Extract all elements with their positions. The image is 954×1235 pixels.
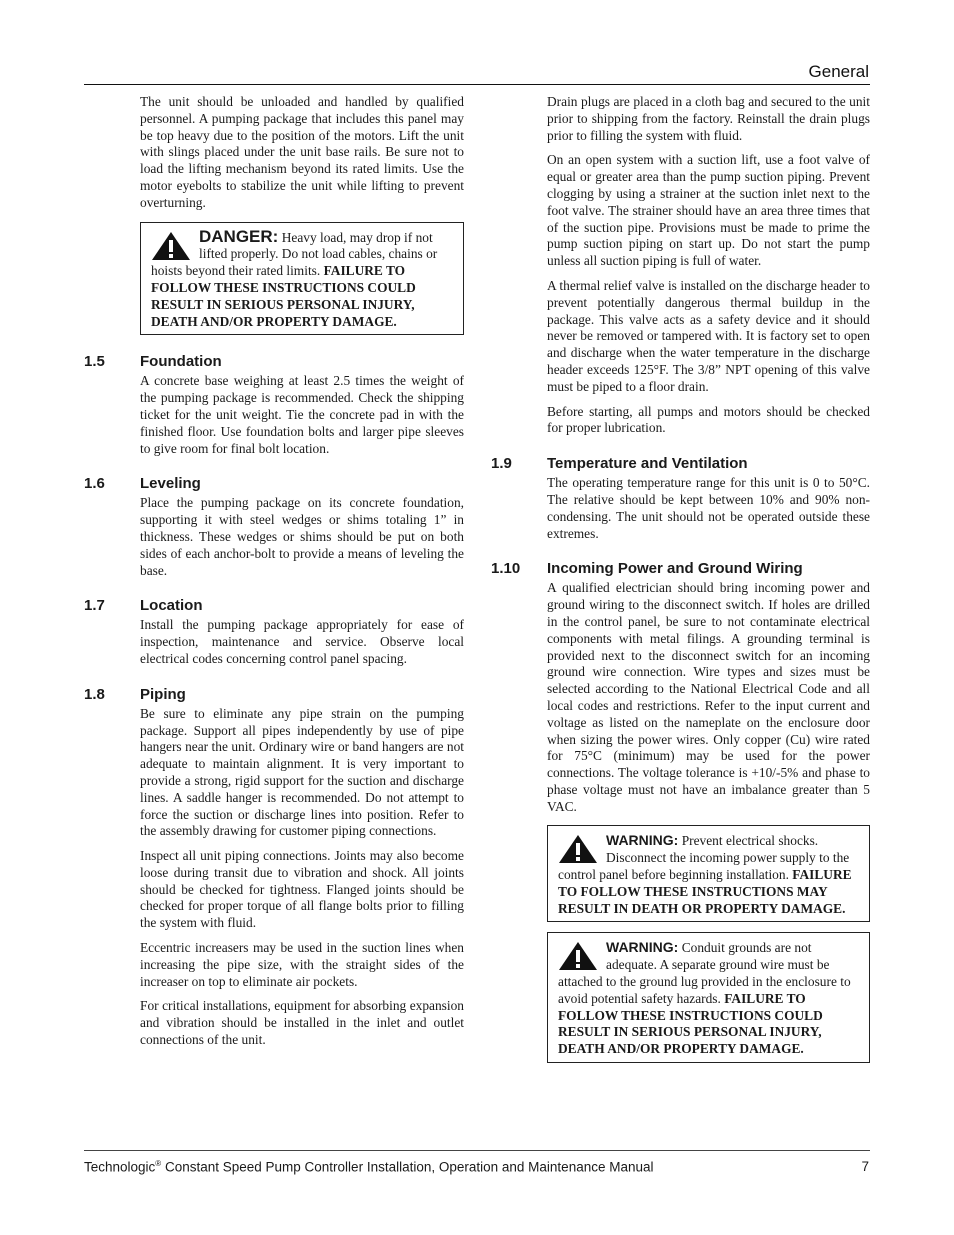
location-paragraph: Install the pumping package appropriately for ease of inspection, maintenance and service. Observe local electrical codes concerning control panel spacing. [140,617,464,666]
drain-plugs-paragraph: Drain plugs are placed in a cloth bag and secured to the unit prior to shipping from the factory. Reinstall the drain plugs prior to filling the system with fluid. [547,94,870,143]
section-title: Foundation [140,353,222,371]
section-title: Piping [140,685,186,703]
piping-paragraph-2: Inspect all unit piping connections. Joints may also become loose during transit due to vibration and shock. All joints should be checked for tightness. Flanged joints should be checked for proper torque of all flange bolts prior to filling the system with fluid. [140,848,464,931]
header-rule [84,84,870,85]
page-header-title: General [808,62,869,81]
right-column [491,94,870,1071]
section-heading-temperature [491,455,870,472]
section-title: Temperature and Ventilation [547,455,748,473]
warning-bold-text: FAILURE TO FOLLOW THESE INSTRUCTIONS MAY RESULT IN DEATH OR PROPERTY DAMAGE. [558,867,852,916]
danger-callout [140,222,464,336]
footer-rule [84,1150,870,1151]
section-number: 1.5 [84,353,105,371]
thermal-relief-paragraph: A thermal relief valve is installed on the discharge header to prevent potentially dangerous thermal buildup in the package. This valve acts as a safety device and it should never be removed or tampered with. It is factory set to open and discharge when the water temperature in the discharge header exceeds 125°F. The 3/8” NPT opening of this valve must be piped to a floor drain. [547,277,870,394]
warning-label: WARNING: [606,832,679,849]
piping-paragraph-4: For critical installations, equipment for absorbing expansion and vibration should be installed in the inlet and outlet connections of the unit. [140,998,464,1048]
warning-callout-ground [547,932,870,1063]
warning-text: Conduit grounds are not adequate. A separate ground wire must be attached to the ground lug provided in the enclosure to avoid potential safety hazards. [558,940,851,1006]
warning-label: WARNING: [606,939,679,956]
footer-manual-title [84,1159,654,1175]
section-heading-power-wiring [491,560,870,577]
section-heading-leveling [84,475,464,492]
leveling-paragraph: Place the pumping package on its concrete foundation, supporting it with steel wedges or shims totaling 1” in thickness. These wedges or shims should be put on both sides of each anchor-bolt to provide a means of leveling the base. [140,495,464,578]
page-number: 7 [861,1159,869,1174]
lubrication-paragraph: Before starting, all pumps and motors should be checked for proper lubrication. [547,403,870,436]
power-wiring-paragraph: A qualified electrician should bring incoming power and ground wiring to the disconnect switch. If holes are drilled in the control panel, be sure to not contaminate electrical components with metal filings. A grounding terminal is provided next to the disconnect switch for an incoming ground wire connection. Wire types and sizes must be selected according to the National Electrical Code and all local codes and restrictions. Refer to the input current and voltage as listed on the nameplate on the enclosure door when sizing the power wires. Only copper (Cu) wire rated for 75°C (minimum) may be used for the power connections. The voltage tolerance is +10/-5% and phase to phase voltage must not have an imbalance greater than 5 VAC. [547,580,870,814]
footer-title: Constant Speed Pump Controller Installation, Operation and Maintenance Manual [161,1159,654,1175]
section-title: Incoming Power and Ground Wiring [547,560,803,578]
temperature-paragraph: The operating temperature range for this unit is 0 to 50°C. The relative should be kept between 10% and 90% non-condensing. The unit should not be operated outside these extremes. [547,475,870,541]
section-title: Leveling [140,475,201,493]
registered-mark: ® [155,1159,162,1168]
danger-warning-icon [151,231,191,261]
section-number: 1.7 [84,597,105,615]
intro-block [140,94,464,335]
danger-text: Heavy load, may drop if not lifted properly. Do not load cables, chains or hoists beyond their rated limits. [151,229,438,279]
danger-label: DANGER: [199,226,279,246]
foundation-paragraph: A concrete base weighing at least 2.5 times the weight of the pumping package is recommended. Check the shipping ticket for the unit weight. Tie the concrete pad in with the finished floor. Use foundation bolts and larger pipe sleeves to give room for final bolt location. [140,373,464,456]
section-heading-foundation [84,353,464,370]
warning-callout-shock [547,825,870,922]
piping-paragraph-3: Eccentric increasers may be used in the suction lines when increasing the pipe size, with the straight sides of the increaser on top to eliminate air pockets. [140,940,464,989]
suction-lift-paragraph: On an open system with a suction lift, use a foot valve of equal or greater area than the pump suction piping. Prevent clogging by using a strainer at the suction inlet next to the foot valve. The strainer should have an area three times that of the suction pipe. Provisions must be made to prime the pump suction piping on start up. Do not start the pump unless all suction piping is full of water. [547,152,870,269]
footer-brand: Technologic [84,1159,156,1175]
warning-bold-text: FAILURE TO FOLLOW THESE INSTRUCTIONS COULD RESULT IN SERIOUS PERSONAL INJURY, DEATH AND/OR PROPERTY DAMAGE. [558,990,823,1057]
section-number: 1.8 [84,685,105,703]
section-number: 1.6 [84,475,105,493]
left-column [84,94,464,1057]
section-title: Location [140,597,203,615]
intro-paragraph: The unit should be unloaded and handled by qualified personnel. A pumping package that includes this panel may be top heavy due to the position of the motors. Lift the unit with slings placed under the unit base rails. Be sure not to load the lifting mechanism beyond its rated limits. Use the motor eyebolts to stabilize the unit while lifting to prevent overturning. [140,94,464,210]
section-heading-location [84,597,464,614]
section-number: 1.9 [491,455,512,473]
piping-paragraph-1: Be sure to eliminate any pipe strain on the pumping package. Support all pipes independently by use of pipe hangers near the unit. Ordinary wire or band hangers are not adequate to maintain alignment. It is very important to provide a strong, rigid support for the suction and discharge lines. A saddle hanger is recommended. Do not attempt to force the suction or discharge lines into position. Refer to the assembly drawing for customer piping connections. [140,705,464,839]
danger-bold-text: FAILURE TO FOLLOW THESE INSTRUCTIONS COULD RESULT IN SERIOUS PERSONAL INJURY, DEATH AND/OR PROPERTY DAMAGE. [151,263,416,329]
warning-icon [558,834,598,864]
section-number: 1.10 [491,560,521,578]
section-heading-piping [84,686,464,703]
warning-icon [558,941,598,971]
warning-text: Prevent electrical shocks. Disconnect the incoming power supply to the control panel before beginning installation. [558,833,850,883]
